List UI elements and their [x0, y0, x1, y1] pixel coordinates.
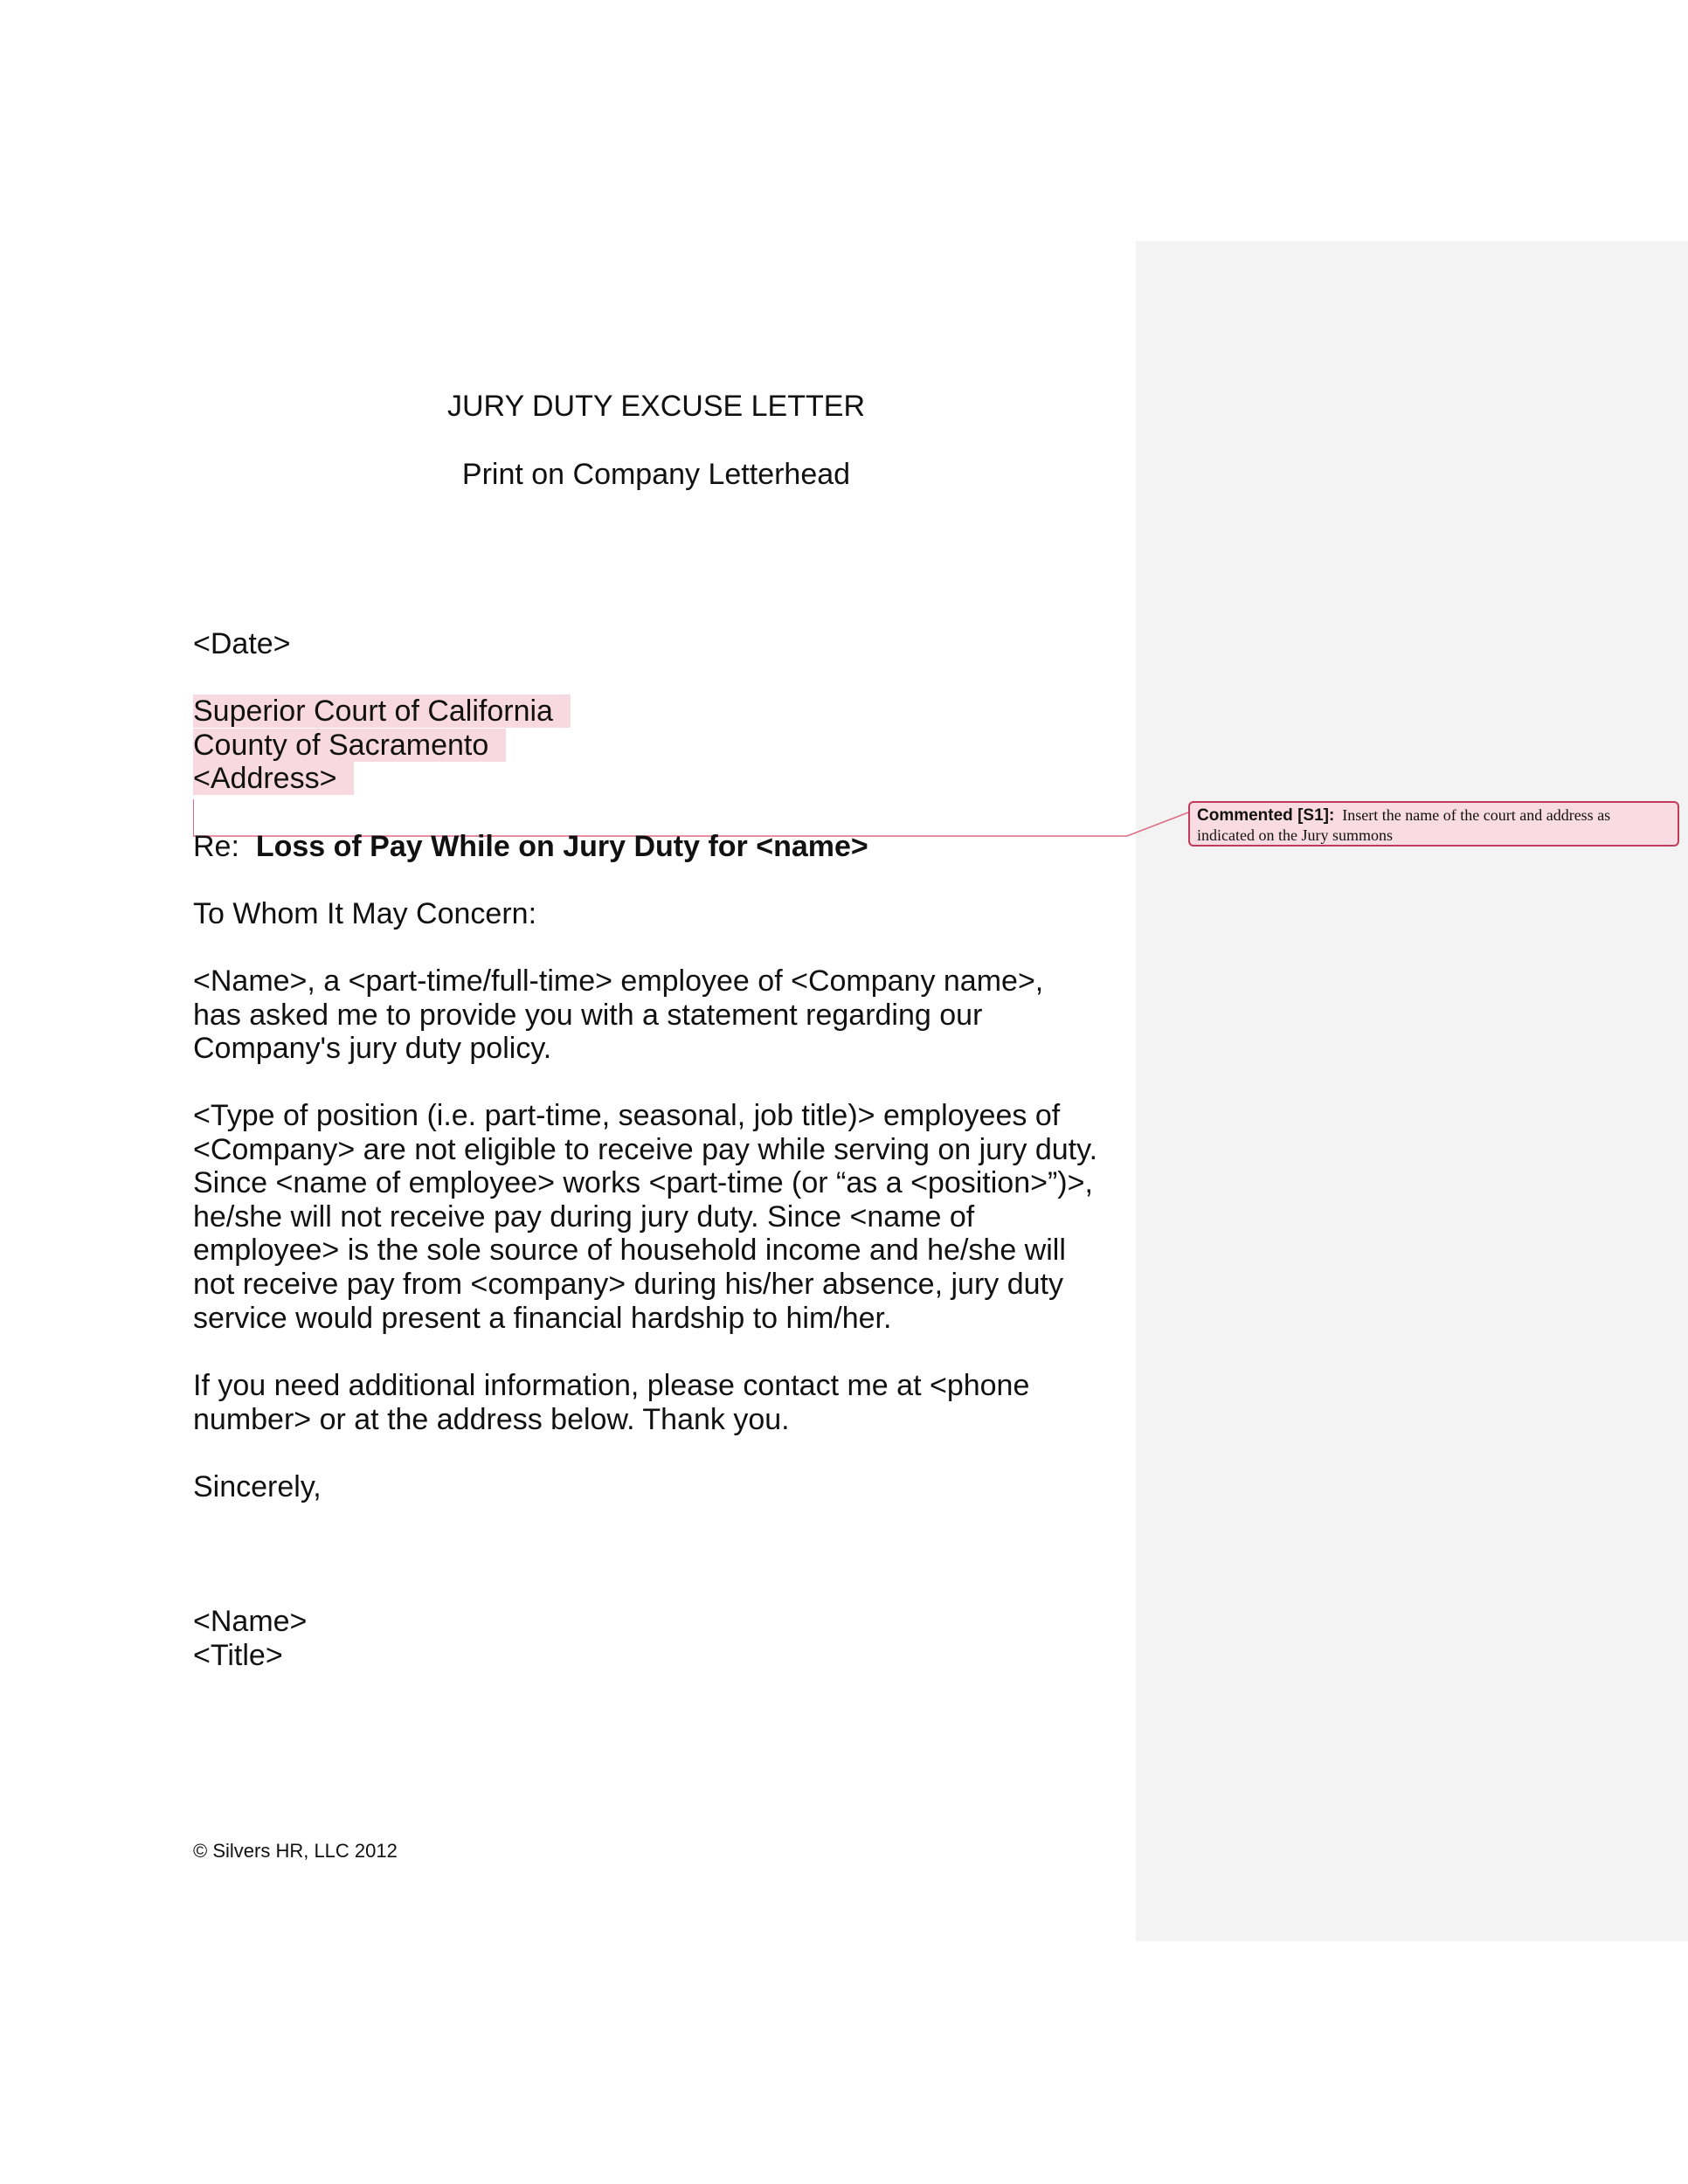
letter-subtitle: Print on Company Letterhead	[461, 458, 851, 491]
closing[interactable]: Sincerely,	[193, 1470, 322, 1503]
paragraph-2-line: he/she will not receive pay during jury duty. Since <name of	[193, 1199, 975, 1234]
salutation[interactable]: To Whom It May Concern:	[193, 897, 537, 930]
paragraph-3-line: number> or at the address below. Thank you.	[193, 1402, 790, 1436]
paragraph-3-line: If you need additional information, please contact me at <phone	[193, 1369, 1030, 1402]
paragraph-2-line: <Company> are not eligible to receive pay while serving on jury duty.	[193, 1132, 1098, 1166]
paragraph-3[interactable]	[193, 1369, 1029, 1436]
signature-name[interactable]: <Name>	[193, 1605, 308, 1638]
paragraph-1-line: <Name>, a <part-time/full-time> employee of <Company name>,	[193, 964, 1044, 998]
signature-title[interactable]: <Title>	[193, 1639, 283, 1672]
date-line[interactable]: <Date>	[193, 627, 291, 660]
paragraph-2-line: Since <name of employee> works <part-time (or “as a <position>”)>,	[193, 1166, 1093, 1200]
paragraph-2-line: not receive pay from <company> during his/her absence, jury duty	[193, 1267, 1063, 1301]
letter-title: JURY DUTY EXCUSE LETTER	[446, 390, 865, 423]
comment-label: Commented [S1]:	[1197, 806, 1335, 825]
paragraph-2-line: service would present a financial hardship to him/her.	[193, 1301, 892, 1335]
recipient-county: County of Sacramento	[193, 729, 506, 762]
re-line[interactable]	[193, 830, 868, 864]
comment-balloon[interactable]	[1188, 801, 1679, 847]
re-label: Re:	[193, 830, 239, 863]
paragraph-1-line: has asked me to provide you with a statement regarding our	[193, 998, 983, 1032]
paragraph-1-line: Company's jury duty policy.	[193, 1032, 552, 1066]
copyright-footer: © Silvers HR, LLC 2012	[193, 1840, 398, 1862]
paragraph-1[interactable]	[193, 964, 1043, 1066]
recipient-address: <Address>	[193, 762, 354, 795]
paragraph-2[interactable]	[193, 1099, 1097, 1335]
paragraph-2-line: employee> is the sole source of household income and he/she will	[193, 1234, 1066, 1268]
re-subject: Loss of Pay While on Jury Duty for <name>	[255, 830, 868, 863]
comment-text: Insert the name of the court and address as indicated on the Jury summons	[1197, 806, 1611, 844]
paragraph-2-line: <Type of position (i.e. part-time, seasonal, job title)> employees of	[193, 1099, 1061, 1132]
recipient-court-name: Superior Court of California	[193, 695, 571, 728]
